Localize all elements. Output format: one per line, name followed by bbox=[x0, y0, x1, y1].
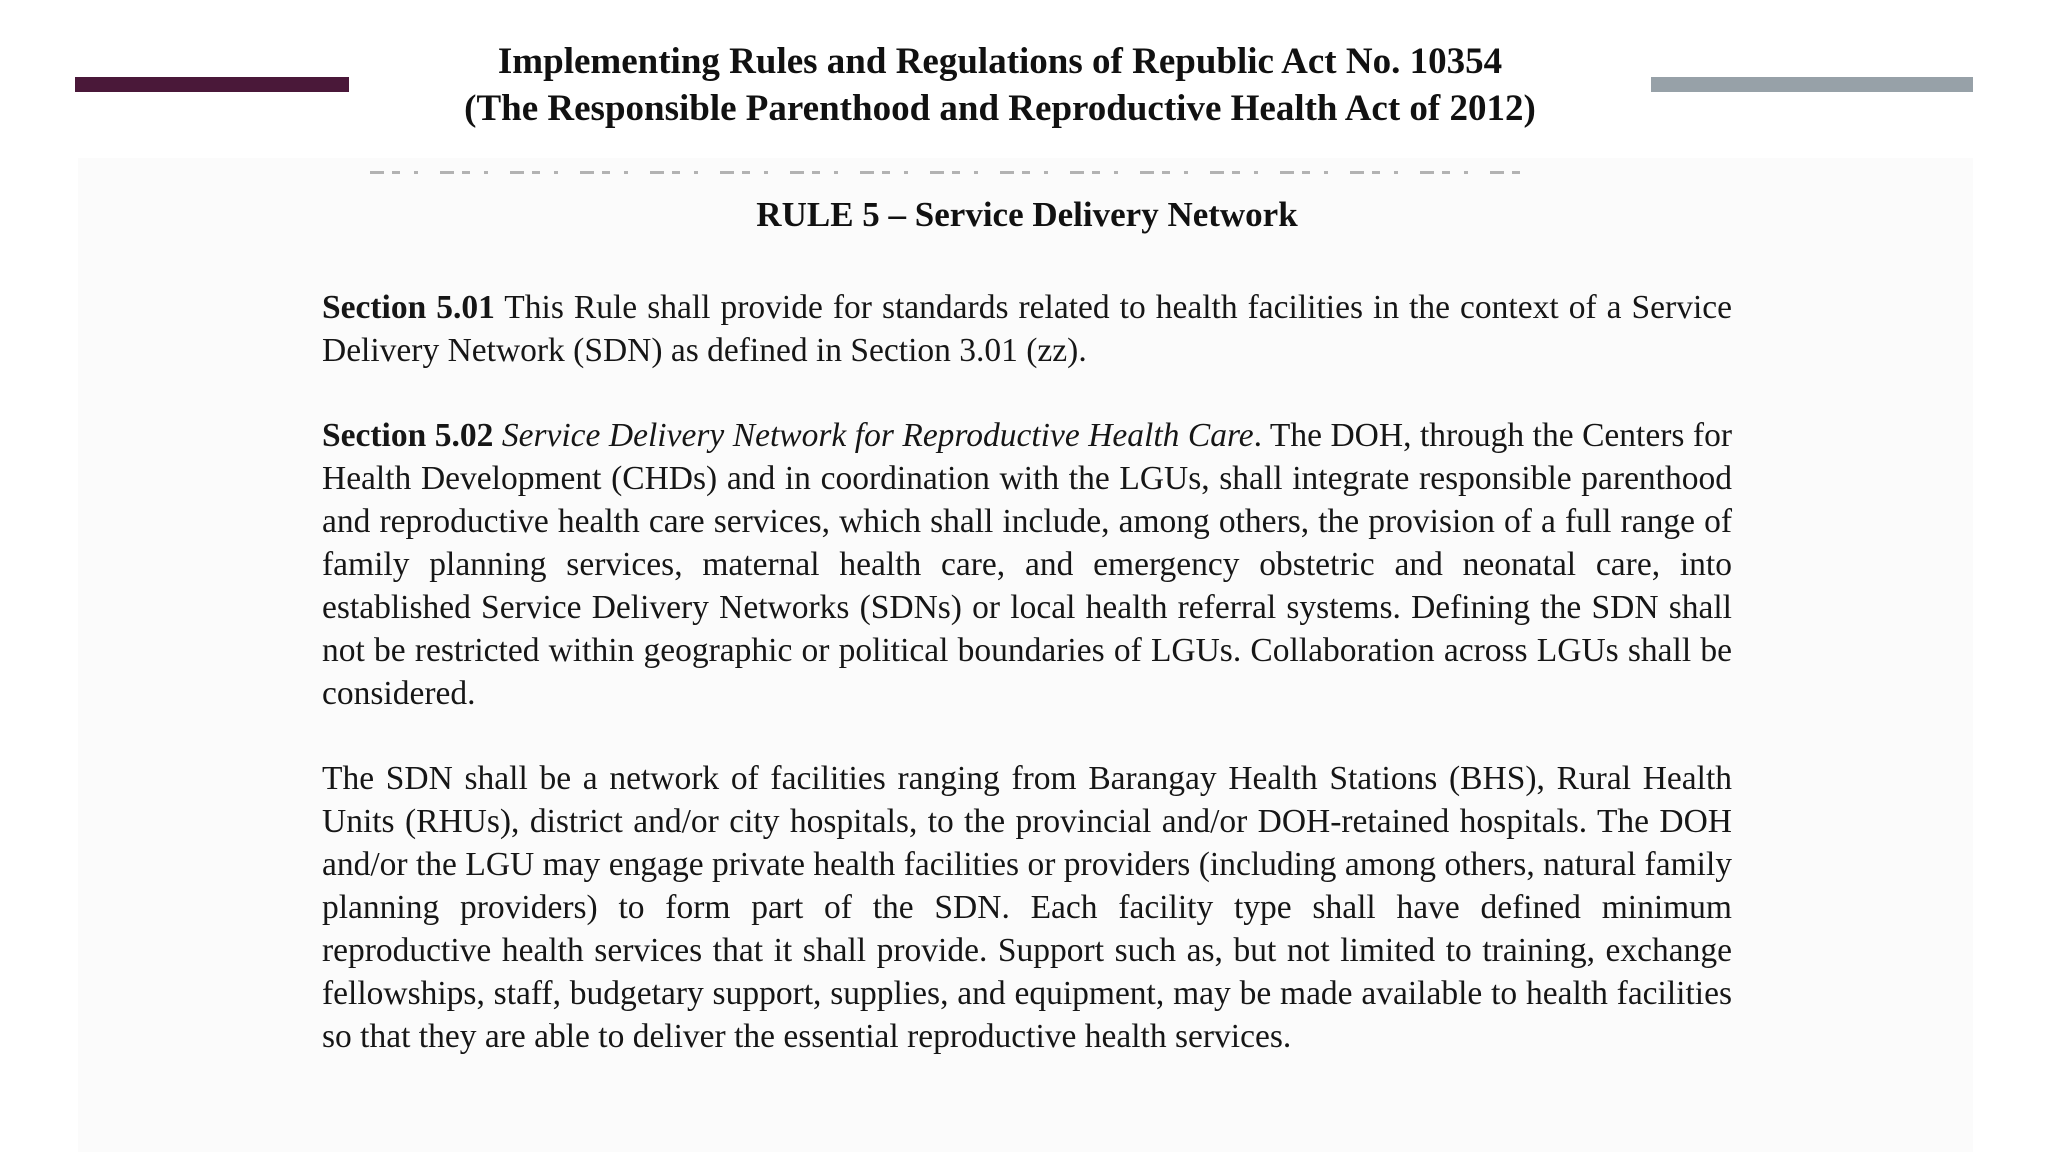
slide-title-line-1: Implementing Rules and Regulations of Republic Act No. 10354 bbox=[497, 41, 1503, 82]
section-text: . The DOH, through the Centers for Health Development (CHDs) and in coordination with the LGUs, shall integrate responsible parenthood and reproductive health care services, which shall include, among others, the provision of a full range of family planning services, maternal health care, and emergency obstetric and neonatal care, into established Service Delivery Networks (SDNs) or local health referral systems. Defining the SDN shall not be restricted within geographic or political boundaries of LGUs. Collaboration across LGUs shall be considered. bbox=[322, 417, 1732, 712]
section-title: Service Delivery Network for Reproductive Health Care bbox=[493, 417, 1254, 454]
sdn-description-paragraph: The SDN shall be a network of facilities ranging from Barangay Health Stations (BHS), Rural Health Units (RHUs), district and/or city hospitals, to the provincial and/or DOH-retained hospitals. The DOH and/or the LGU may engage private health facilities or providers (including among others, natural family planning providers) to form part of the SDN. Each facility type shall have defined minimum reproductive health services that it shall provide. Support such as, but not limited to training, exchange fellowships, staff, budgetary support, supplies, and equipment, may be made available to health facilities so that they are able to deliver the essential reproductive health services. bbox=[322, 760, 1732, 1055]
section-5-01-paragraph bbox=[322, 286, 1732, 372]
section-5-02-paragraph bbox=[322, 414, 1732, 715]
slide-title bbox=[300, 38, 1700, 132]
section-number: Section 5.02 bbox=[322, 417, 494, 454]
section-text: This Rule shall provide for standards related to health facilities in the context of a Service Delivery Network (SDN) as defined in Section 3.01 (zz). bbox=[322, 289, 1732, 369]
slide-title-line-2: (The Responsible Parenthood and Reproductive Health Act of 2012) bbox=[464, 88, 1536, 129]
rule-heading: RULE 5 – Service Delivery Network bbox=[756, 195, 1298, 234]
cropped-text-remnant bbox=[370, 171, 1520, 174]
section-number: Section 5.01 bbox=[322, 289, 495, 326]
